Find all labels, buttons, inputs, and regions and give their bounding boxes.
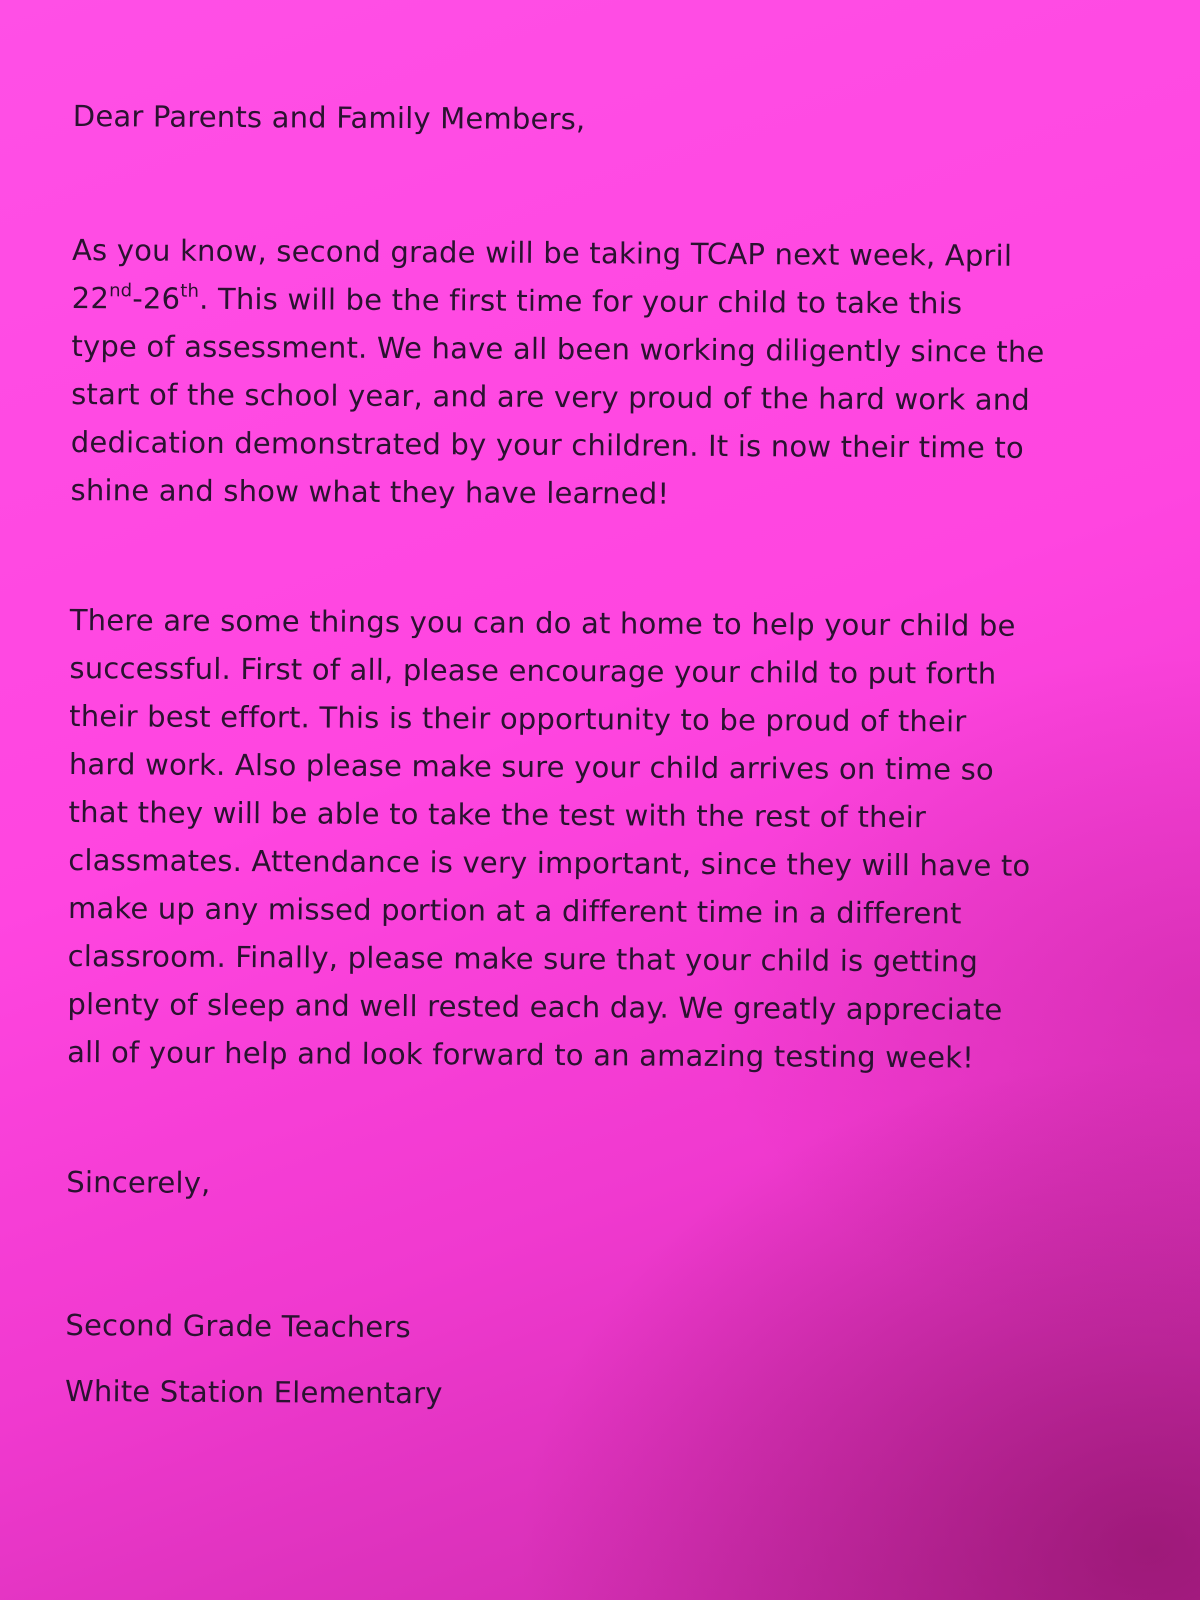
date-dash: - (132, 281, 144, 316)
paragraph1-line2-rest: . This will be the first time for your child to take this (199, 281, 963, 321)
date-end: 26 (142, 281, 181, 316)
paragraph2-line: classmates. Attendance is very important, since they will have to (68, 842, 1031, 883)
paragraph2-line: make up any missed portion at a different time in a different (67, 890, 962, 931)
paragraph2-line: their best effort. This is their opportunity to be proud of their (69, 698, 967, 739)
date-start-suffix: nd (109, 280, 133, 302)
paragraph1-line: shine and show what they have learned! (70, 472, 670, 511)
paragraph-home-tips (67, 596, 1130, 1082)
paragraph-testing-announcement (70, 226, 1132, 520)
paragraph2-line: There are some things you can do at home to help your child be (69, 602, 1016, 643)
date-end-suffix: th (180, 280, 200, 302)
paragraph2-line: plenty of sleep and well rested each day. We greatly appreciate (67, 986, 1003, 1027)
paragraph2-line: successful. First of all, please encourage your child to put forth (69, 650, 997, 691)
paragraph1-line: start of the school year, and are very proud of the hard work and (71, 376, 1031, 417)
paragraph1-line: dedication demonstrated by your children. It is now their time to (70, 424, 1025, 465)
date-start: 22 (71, 280, 110, 316)
paragraph2-line: all of your help and look forward to an amazing testing week! (67, 1034, 975, 1075)
signature-line-teachers: Second Grade Teachers (65, 1307, 411, 1345)
salutation: Dear Parents and Family Members, (72, 98, 586, 137)
closing: Sincerely, (66, 1164, 211, 1200)
paragraph1-line: As you know, second grade will be taking TCAP next week, April (71, 232, 1013, 273)
letter-body (65, 92, 1133, 1430)
paragraph1-line-dates (72, 274, 1132, 328)
paragraph2-line: hard work. Also please make sure your child arrives on time so (68, 746, 994, 787)
paragraph1-line: type of assessment. We have all been working diligently since the (71, 328, 1045, 369)
paragraph2-line: that they will be able to take the test with the rest of their (68, 794, 927, 835)
signature-line-school: White Station Elementary (64, 1373, 443, 1411)
paragraph2-line: classroom. Finally, please make sure that your child is getting (67, 938, 979, 979)
